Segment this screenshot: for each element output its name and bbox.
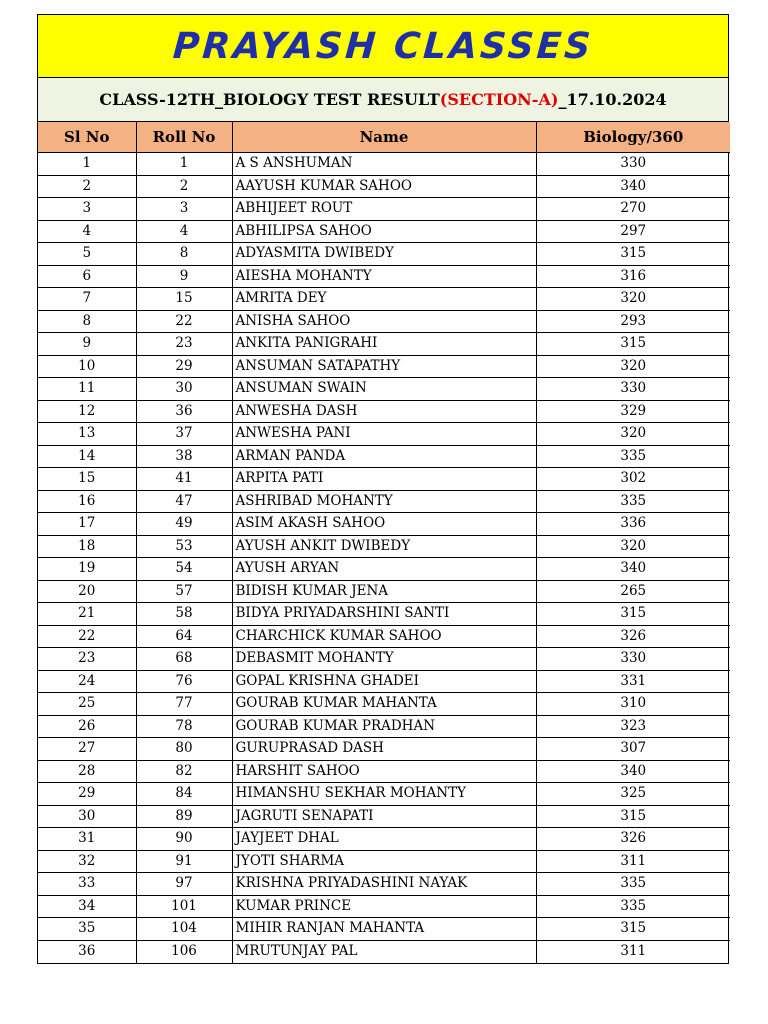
biology-score-cell: 315: [536, 603, 730, 626]
table-row: [38, 333, 730, 356]
biology-score-cell: 335: [536, 895, 730, 918]
sl-no-cell: 20: [38, 580, 136, 603]
roll-no-cell: 36: [136, 400, 232, 423]
table-row: [38, 670, 730, 693]
sl-no-cell: 25: [38, 693, 136, 716]
table-row: [38, 873, 730, 896]
sl-no-cell: 36: [38, 940, 136, 963]
table-row: [38, 895, 730, 918]
name-cell: ABHIJEET ROUT: [232, 198, 536, 221]
name-cell: ANKITA PANIGRAHI: [232, 333, 536, 356]
biology-score-cell: 326: [536, 625, 730, 648]
sl-no-cell: 21: [38, 603, 136, 626]
biology-score-cell: 340: [536, 558, 730, 581]
table-row: [38, 378, 730, 401]
table-row: [38, 153, 730, 176]
sl-no-cell: 13: [38, 423, 136, 446]
table-row: [38, 760, 730, 783]
title-banner: [38, 15, 728, 78]
name-cell: ANSUMAN SATAPATHY: [232, 355, 536, 378]
biology-score-cell: 330: [536, 378, 730, 401]
sl-no-cell: 4: [38, 220, 136, 243]
table-row: [38, 198, 730, 221]
table-row: [38, 243, 730, 266]
test-result-subtitle: [38, 78, 728, 122]
roll-no-cell: 58: [136, 603, 232, 626]
biology-score-cell: 335: [536, 873, 730, 896]
roll-no-cell: 90: [136, 828, 232, 851]
biology-score-cell: 326: [536, 828, 730, 851]
roll-no-cell: 8: [136, 243, 232, 266]
results-table-body: [38, 153, 730, 963]
sl-no-cell: 30: [38, 805, 136, 828]
table-row: [38, 265, 730, 288]
name-cell: GURUPRASAD DASH: [232, 738, 536, 761]
roll-no-cell: 9: [136, 265, 232, 288]
table-row: [38, 603, 730, 626]
name-cell: BIDISH KUMAR JENA: [232, 580, 536, 603]
roll-no-cell: 68: [136, 648, 232, 671]
biology-score-cell: 320: [536, 288, 730, 311]
biology-score-cell: 330: [536, 153, 730, 176]
table-row: [38, 220, 730, 243]
result-sheet: [37, 14, 729, 964]
biology-score-cell: 320: [536, 535, 730, 558]
name-cell: AIESHA MOHANTY: [232, 265, 536, 288]
table-header-row: [38, 122, 730, 153]
roll-no-cell: 23: [136, 333, 232, 356]
name-cell: KUMAR PRINCE: [232, 895, 536, 918]
name-cell: CHARCHICK KUMAR SAHOO: [232, 625, 536, 648]
sl-no-cell: 24: [38, 670, 136, 693]
roll-no-cell: 57: [136, 580, 232, 603]
table-row: [38, 310, 730, 333]
sl-no-cell: 32: [38, 850, 136, 873]
roll-no-cell: 53: [136, 535, 232, 558]
roll-no-cell: 76: [136, 670, 232, 693]
roll-no-cell: 82: [136, 760, 232, 783]
sl-no-cell: 28: [38, 760, 136, 783]
name-cell: ANWESHA PANI: [232, 423, 536, 446]
table-row: [38, 918, 730, 941]
name-cell: AYUSH ANKIT DWIBEDY: [232, 535, 536, 558]
sl-no-cell: 31: [38, 828, 136, 851]
roll-no-cell: 80: [136, 738, 232, 761]
name-cell: ASHRIBAD MOHANTY: [232, 490, 536, 513]
sl-no-cell: 23: [38, 648, 136, 671]
roll-no-cell: 30: [136, 378, 232, 401]
biology-score-cell: 335: [536, 445, 730, 468]
table-row: [38, 490, 730, 513]
biology-score-cell: 310: [536, 693, 730, 716]
sl-no-cell: 19: [38, 558, 136, 581]
roll-no-cell: 104: [136, 918, 232, 941]
biology-score-cell: 316: [536, 265, 730, 288]
sl-no-cell: 26: [38, 715, 136, 738]
sl-no-cell: 33: [38, 873, 136, 896]
table-row: [38, 850, 730, 873]
table-row: [38, 355, 730, 378]
biology-score-cell: 265: [536, 580, 730, 603]
table-row: [38, 445, 730, 468]
name-cell: AAYUSH KUMAR SAHOO: [232, 175, 536, 198]
roll-no-cell: 89: [136, 805, 232, 828]
table-row: [38, 400, 730, 423]
biology-score-cell: 270: [536, 198, 730, 221]
name-cell: ADYASMITA DWIBEDY: [232, 243, 536, 266]
name-cell: ASIM AKASH SAHOO: [232, 513, 536, 536]
sl-no-cell: 17: [38, 513, 136, 536]
roll-no-cell: 91: [136, 850, 232, 873]
name-cell: MIHIR RANJAN MAHANTA: [232, 918, 536, 941]
name-cell: ARMAN PANDA: [232, 445, 536, 468]
name-cell: ARPITA PATI: [232, 468, 536, 491]
name-cell: MRUTUNJAY PAL: [232, 940, 536, 963]
roll-no-cell: 29: [136, 355, 232, 378]
sl-no-cell: 34: [38, 895, 136, 918]
table-row: [38, 783, 730, 806]
table-row: [38, 513, 730, 536]
biology-score-cell: 315: [536, 805, 730, 828]
table-row: [38, 715, 730, 738]
column-header-biology: Biology/360: [536, 122, 730, 153]
table-row: [38, 738, 730, 761]
sl-no-cell: 1: [38, 153, 136, 176]
subtitle-prefix: CLASS-12TH_BIOLOGY TEST RESULT: [99, 90, 440, 109]
table-row: [38, 175, 730, 198]
table-row: [38, 805, 730, 828]
name-cell: JYOTI SHARMA: [232, 850, 536, 873]
name-cell: ABHILIPSA SAHOO: [232, 220, 536, 243]
name-cell: ANSUMAN SWAIN: [232, 378, 536, 401]
roll-no-cell: 49: [136, 513, 232, 536]
name-cell: JAYJEET DHAL: [232, 828, 536, 851]
sl-no-cell: 6: [38, 265, 136, 288]
roll-no-cell: 15: [136, 288, 232, 311]
biology-score-cell: 315: [536, 918, 730, 941]
table-row: [38, 423, 730, 446]
biology-score-cell: 335: [536, 490, 730, 513]
name-cell: ANISHA SAHOO: [232, 310, 536, 333]
sl-no-cell: 15: [38, 468, 136, 491]
sl-no-cell: 7: [38, 288, 136, 311]
sl-no-cell: 2: [38, 175, 136, 198]
roll-no-cell: 84: [136, 783, 232, 806]
biology-score-cell: 331: [536, 670, 730, 693]
name-cell: HARSHIT SAHOO: [232, 760, 536, 783]
subtitle-date: _17.10.2024: [558, 90, 667, 109]
sl-no-cell: 5: [38, 243, 136, 266]
sl-no-cell: 27: [38, 738, 136, 761]
table-row: [38, 580, 730, 603]
roll-no-cell: 106: [136, 940, 232, 963]
biology-score-cell: 340: [536, 760, 730, 783]
biology-score-cell: 329: [536, 400, 730, 423]
roll-no-cell: 22: [136, 310, 232, 333]
table-row: [38, 468, 730, 491]
sl-no-cell: 14: [38, 445, 136, 468]
sl-no-cell: 16: [38, 490, 136, 513]
biology-score-cell: 336: [536, 513, 730, 536]
biology-score-cell: 340: [536, 175, 730, 198]
sl-no-cell: 12: [38, 400, 136, 423]
sl-no-cell: 3: [38, 198, 136, 221]
biology-score-cell: 302: [536, 468, 730, 491]
roll-no-cell: 78: [136, 715, 232, 738]
column-header-roll-no: Roll No: [136, 122, 232, 153]
roll-no-cell: 41: [136, 468, 232, 491]
table-row: [38, 940, 730, 963]
sl-no-cell: 18: [38, 535, 136, 558]
sl-no-cell: 11: [38, 378, 136, 401]
roll-no-cell: 3: [136, 198, 232, 221]
roll-no-cell: 37: [136, 423, 232, 446]
biology-score-cell: 315: [536, 333, 730, 356]
biology-score-cell: 315: [536, 243, 730, 266]
table-row: [38, 535, 730, 558]
institute-title: PRAYASH CLASSES: [171, 25, 595, 67]
name-cell: GOURAB KUMAR MAHANTA: [232, 693, 536, 716]
roll-no-cell: 77: [136, 693, 232, 716]
name-cell: GOPAL KRISHNA GHADEI: [232, 670, 536, 693]
results-table: [38, 122, 730, 963]
biology-score-cell: 320: [536, 355, 730, 378]
roll-no-cell: 4: [136, 220, 232, 243]
roll-no-cell: 38: [136, 445, 232, 468]
biology-score-cell: 293: [536, 310, 730, 333]
roll-no-cell: 101: [136, 895, 232, 918]
name-cell: AYUSH ARYAN: [232, 558, 536, 581]
name-cell: DEBASMIT MOHANTY: [232, 648, 536, 671]
name-cell: JAGRUTI SENAPATI: [232, 805, 536, 828]
name-cell: KRISHNA PRIYADASHINI NAYAK: [232, 873, 536, 896]
table-row: [38, 648, 730, 671]
table-row: [38, 288, 730, 311]
name-cell: HIMANSHU SEKHAR MOHANTY: [232, 783, 536, 806]
biology-score-cell: 325: [536, 783, 730, 806]
table-row: [38, 693, 730, 716]
name-cell: GOURAB KUMAR PRADHAN: [232, 715, 536, 738]
name-cell: A S ANSHUMAN: [232, 153, 536, 176]
roll-no-cell: 97: [136, 873, 232, 896]
sl-no-cell: 35: [38, 918, 136, 941]
column-header-sl-no: Sl No: [38, 122, 136, 153]
biology-score-cell: 323: [536, 715, 730, 738]
roll-no-cell: 1: [136, 153, 232, 176]
sl-no-cell: 29: [38, 783, 136, 806]
name-cell: ANWESHA DASH: [232, 400, 536, 423]
biology-score-cell: 330: [536, 648, 730, 671]
roll-no-cell: 54: [136, 558, 232, 581]
biology-score-cell: 297: [536, 220, 730, 243]
biology-score-cell: 320: [536, 423, 730, 446]
roll-no-cell: 64: [136, 625, 232, 648]
roll-no-cell: 47: [136, 490, 232, 513]
name-cell: AMRITA DEY: [232, 288, 536, 311]
sl-no-cell: 9: [38, 333, 136, 356]
column-header-name: Name: [232, 122, 536, 153]
table-row: [38, 828, 730, 851]
biology-score-cell: 311: [536, 850, 730, 873]
subtitle-section: (SECTION-A): [439, 90, 559, 109]
table-row: [38, 558, 730, 581]
sl-no-cell: 8: [38, 310, 136, 333]
roll-no-cell: 2: [136, 175, 232, 198]
table-row: [38, 625, 730, 648]
sl-no-cell: 22: [38, 625, 136, 648]
biology-score-cell: 307: [536, 738, 730, 761]
biology-score-cell: 311: [620, 942, 647, 959]
name-cell: BIDYA PRIYADARSHINI SANTI: [232, 603, 536, 626]
sl-no-cell: 10: [38, 355, 136, 378]
